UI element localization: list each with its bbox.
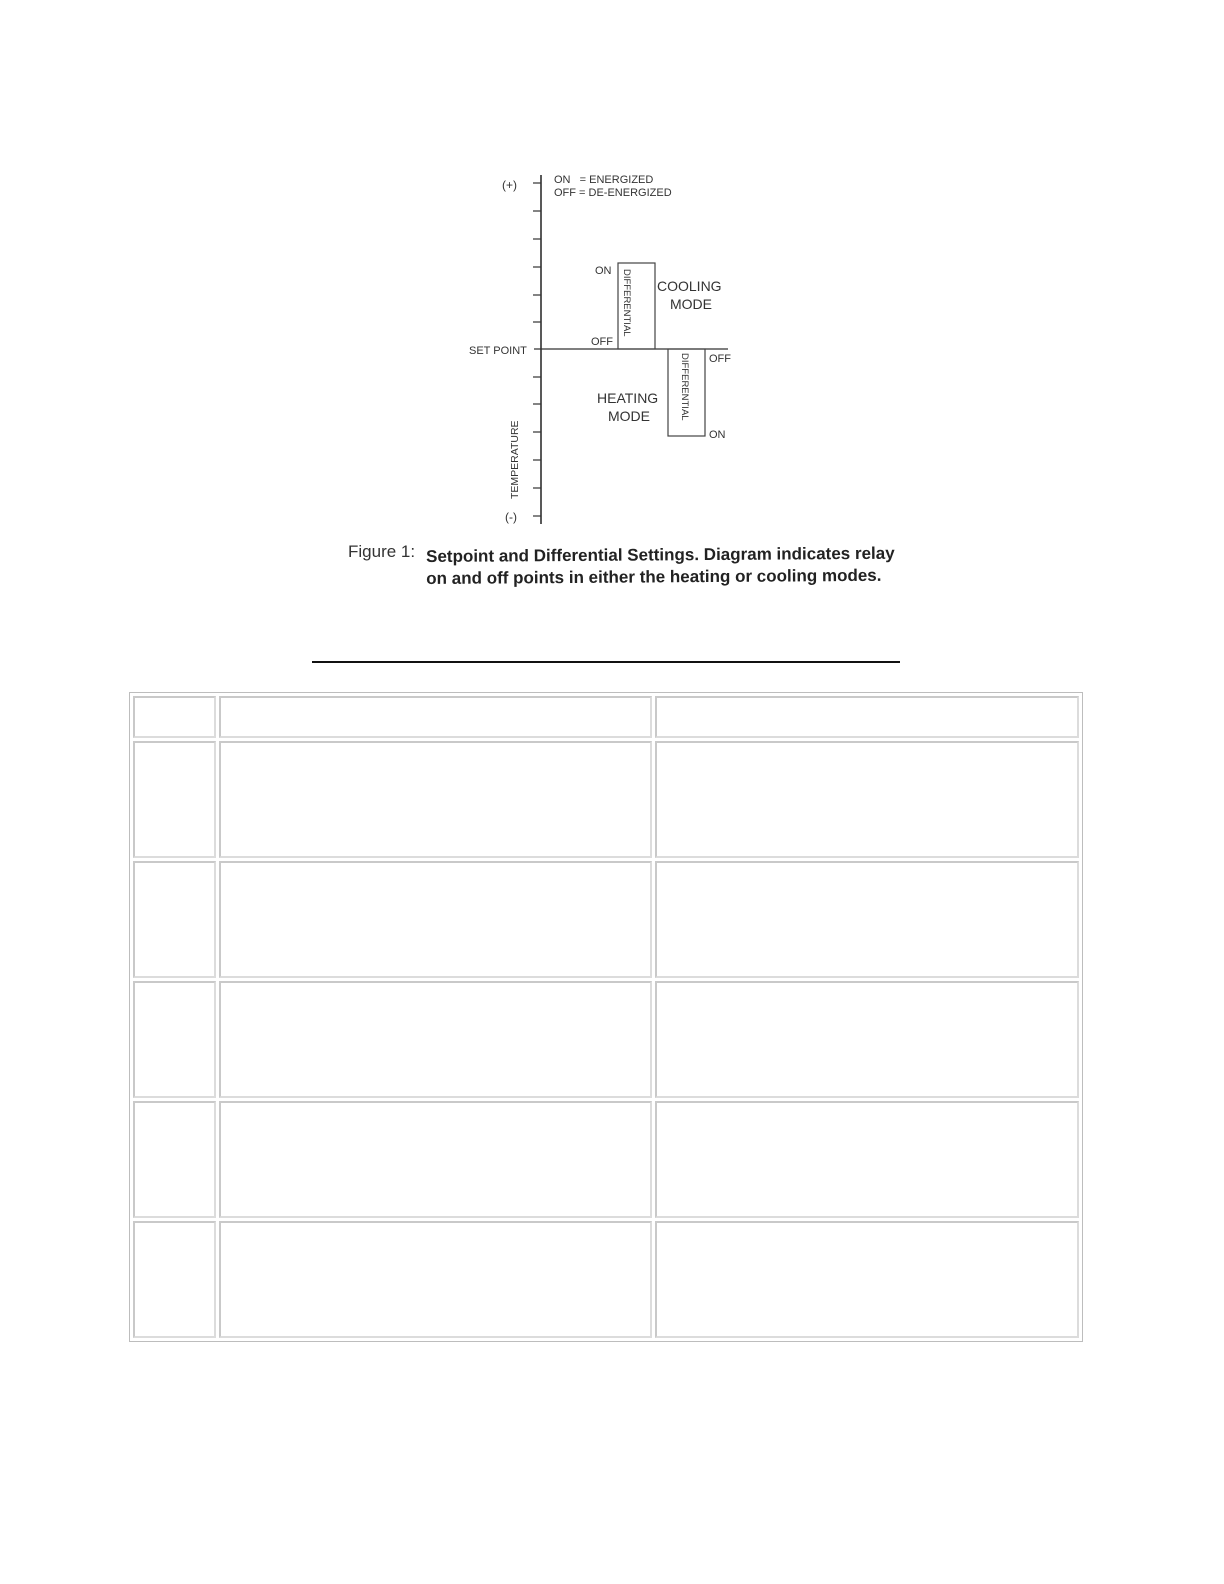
table-row — [133, 741, 1079, 858]
table-row — [133, 1221, 1079, 1338]
plus-label: (+) — [502, 178, 517, 192]
heating-on-label: ON — [709, 429, 726, 441]
cooling-mode-line1: COOLING — [657, 278, 722, 294]
table-cell — [133, 1221, 216, 1338]
table-header-cell — [133, 696, 216, 738]
cooling-mode-line2: MODE — [670, 296, 712, 312]
table-header-cell — [219, 696, 653, 738]
table-cell — [133, 861, 216, 978]
table-cell — [219, 861, 653, 978]
table-cell — [133, 981, 216, 1098]
heating-differential-label: DIFFERENTIAL — [679, 353, 690, 421]
table-cell — [133, 1101, 216, 1218]
table-row — [133, 861, 1079, 978]
table-cell — [655, 981, 1079, 1098]
table-cell — [133, 741, 216, 858]
legend-off-text: OFF = DE-ENERGIZED — [554, 187, 672, 199]
heating-mode-line2: MODE — [608, 408, 650, 424]
cooling-differential-label: DIFFERENTIAL — [621, 269, 632, 337]
table-cell — [655, 741, 1079, 858]
cooling-off-label: OFF — [591, 336, 613, 348]
legend-on-text: ON = ENERGIZED — [554, 174, 654, 186]
table-row — [133, 981, 1079, 1098]
heating-mode-line1: HEATING — [597, 390, 659, 406]
table-cell — [655, 1101, 1079, 1218]
temperature-axis-label: TEMPERATURE — [509, 420, 521, 499]
table-row — [133, 1101, 1079, 1218]
table-header-row — [133, 696, 1079, 738]
table-cell — [219, 1221, 653, 1338]
table-cell — [655, 861, 1079, 978]
setpoint-label: SET POINT — [469, 345, 527, 357]
horizontal-rule — [312, 661, 900, 663]
table-cell — [655, 1221, 1079, 1338]
table-cell — [219, 1101, 653, 1218]
heating-off-label: OFF — [709, 353, 731, 365]
cooling-on-label: ON — [595, 265, 612, 277]
table-header-cell — [655, 696, 1079, 738]
table-cell — [219, 741, 653, 858]
minus-label: (-) — [505, 510, 517, 524]
figure-caption-label: Figure 1: — [348, 542, 416, 561]
figure-caption-text: Setpoint and Differential Settings. Diagram indicates relay on and off points in either the heating or cooling modes. — [426, 543, 895, 588]
empty-grid-table — [129, 692, 1083, 1342]
table-cell — [219, 981, 653, 1098]
